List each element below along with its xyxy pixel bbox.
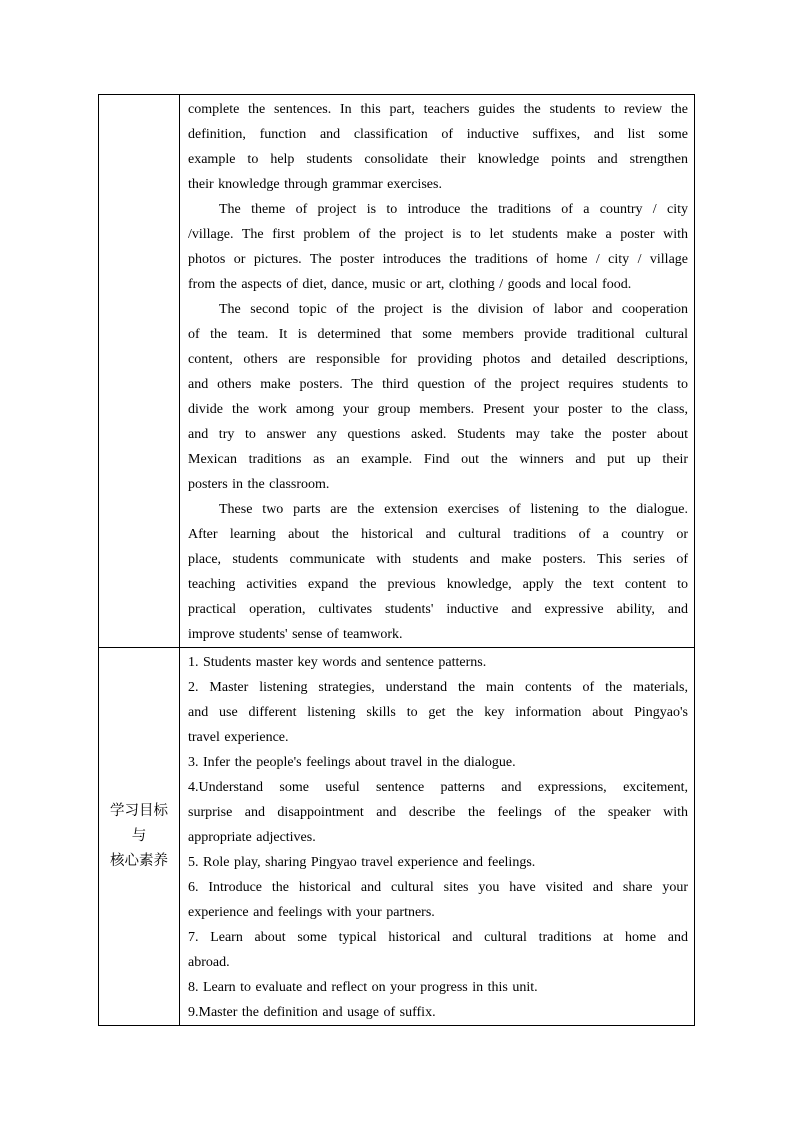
text-line: /village. The first problem of the project is to let students make a poster with bbox=[188, 227, 688, 242]
text-line: After learning about the historical and cultural traditions of a country or bbox=[188, 527, 688, 542]
text-line: 6. Introduce the historical and cultural sites you have visited and share your bbox=[188, 880, 688, 895]
objectives-label-cell bbox=[99, 648, 180, 1026]
objectives-label-line: 与 bbox=[131, 828, 147, 844]
lesson-plan-table bbox=[98, 94, 695, 1026]
text-line: abroad. bbox=[188, 955, 230, 970]
text-line: 3. Infer the people's feelings about travel in the dialogue. bbox=[188, 755, 516, 770]
text-line: of the team. It is determined that some members provide traditional cultural bbox=[188, 327, 688, 342]
text-line: divide the work among your group members. Present your poster to the class, bbox=[188, 402, 688, 417]
objective-item bbox=[188, 975, 688, 1000]
text-line: practical operation, cultivates students' inductive and expressive ability, and bbox=[188, 602, 688, 617]
text-line: 7. Learn about some typical historical and cultural traditions at home and bbox=[188, 930, 688, 945]
objective-item bbox=[188, 925, 688, 975]
objective-item bbox=[188, 850, 688, 875]
objectives-label-line: 学习目标 bbox=[110, 803, 168, 819]
table-row-project-description bbox=[99, 95, 695, 648]
text-line: 1. Students master key words and sentence patterns. bbox=[188, 655, 487, 670]
paragraph bbox=[188, 297, 688, 497]
text-line: Mexican traditions as an example. Find out the winners and put up their bbox=[188, 452, 688, 467]
text-line: The second topic of the project is the division of labor and cooperation bbox=[219, 302, 688, 317]
text-line: 5. Role play, sharing Pingyao travel experience and feelings. bbox=[188, 855, 536, 870]
text-line: 2. Master listening strategies, understand the main contents of the materials, bbox=[188, 680, 688, 695]
row-label-empty bbox=[99, 95, 180, 648]
text-line: and others make posters. The third question of the project requires students to bbox=[188, 377, 688, 392]
project-description-cell bbox=[180, 95, 695, 648]
text-line: teaching activities expand the previous knowledge, apply the text content to bbox=[188, 577, 688, 592]
text-line: experience and feelings with your partners. bbox=[188, 905, 435, 920]
text-line: The theme of project is to introduce the traditions of a country / city bbox=[219, 202, 688, 217]
text-line: 9.Master the definition and usage of suffix. bbox=[188, 1005, 436, 1020]
paragraph bbox=[188, 197, 688, 297]
text-line: appropriate adjectives. bbox=[188, 830, 316, 845]
text-line: and try to answer any questions asked. Students may take the poster about bbox=[188, 427, 688, 442]
text-line: definition, function and classification of inductive suffixes, and list some bbox=[188, 127, 688, 142]
text-line: travel experience. bbox=[188, 730, 289, 745]
paragraph bbox=[188, 97, 688, 197]
table-row-objectives bbox=[99, 648, 695, 1026]
objective-item bbox=[188, 775, 688, 850]
objective-item bbox=[188, 675, 688, 750]
objective-item bbox=[188, 1000, 688, 1025]
objectives-list-cell bbox=[180, 648, 695, 1026]
text-line: These two parts are the extension exercises of listening to the dialogue. bbox=[219, 502, 688, 517]
text-line: photos or pictures. The poster introduces the traditions of home / city / village bbox=[188, 252, 688, 267]
paragraph bbox=[188, 497, 688, 647]
text-line: their knowledge through grammar exercises. bbox=[188, 177, 442, 192]
text-line: improve students' sense of teamwork. bbox=[188, 627, 403, 642]
text-line: example to help students consolidate their knowledge points and strengthen bbox=[188, 152, 688, 167]
text-line: content, others are responsible for providing photos and detailed descriptions, bbox=[188, 352, 688, 367]
text-line: posters in the classroom. bbox=[188, 477, 330, 492]
objective-item bbox=[188, 650, 688, 675]
objective-item bbox=[188, 875, 688, 925]
objective-item bbox=[188, 750, 688, 775]
objectives-label-line: 核心素养 bbox=[110, 853, 168, 869]
text-line: surprise and disappointment and describe the feelings of the speaker with bbox=[188, 805, 688, 820]
text-line: 8. Learn to evaluate and reflect on your progress in this unit. bbox=[188, 980, 538, 995]
text-line: from the aspects of diet, dance, music or art, clothing / goods and local food. bbox=[188, 277, 632, 292]
text-line: complete the sentences. In this part, teachers guides the students to review the bbox=[188, 102, 688, 117]
text-line: place, students communicate with students and make posters. This series of bbox=[188, 552, 688, 567]
text-line: 4.Understand some useful sentence patterns and expressions, excitement, bbox=[188, 780, 688, 795]
text-line: and use different listening skills to get the key information about Pingyao's bbox=[188, 705, 688, 720]
